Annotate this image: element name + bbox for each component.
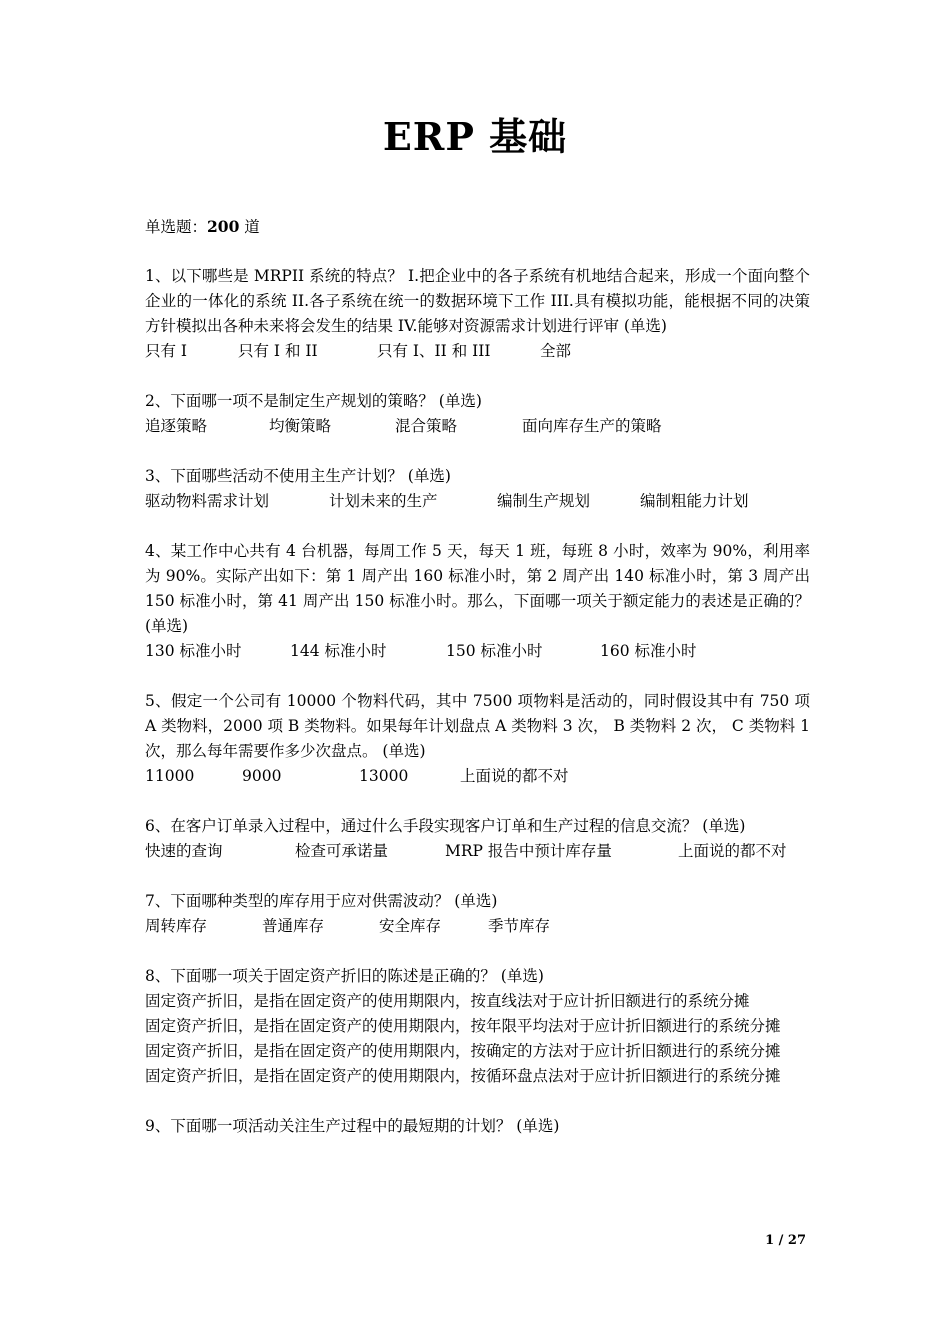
option-row: [145, 764, 810, 789]
question-1: [145, 264, 810, 364]
option-a: 快速的查询: [145, 842, 223, 860]
question-text: 7、下面哪种类型的库存用于应对供需波动？ (单选): [145, 892, 498, 910]
option-d: 全部: [540, 342, 572, 360]
option-c: 混合策略: [395, 417, 458, 435]
heading-suffix: 道: [239, 218, 260, 236]
option-d: 编制粗能力计划: [640, 492, 749, 510]
question-text: 8、下面哪一项关于固定资产折旧的陈述是正确的？ (单选): [145, 967, 544, 985]
question-text: 5、假定一个公司有 10000 个物料代码，其中 7500 项物料是活动的，同时假设其中有 750 项 A 类物料，2000 项 B 类物料。如果每年计划盘点 A 类物料 3 次， B 类物料 2 次， C 类物料 1 次，那么每年需要作多少次盘点。 (单选): [145, 692, 810, 760]
question-3: [145, 464, 810, 514]
option-a: 驱动物料需求计划: [145, 492, 270, 510]
option-c: 只有 I、II 和 III: [377, 342, 491, 360]
option-c: 固定资产折旧，是指在固定资产的使用期限内，按确定的方法对于应计折旧额进行的系统分摊: [145, 1042, 781, 1060]
option-a: 周转库存: [145, 917, 208, 935]
option-a: 固定资产折旧，是指在固定资产的使用期限内，按直线法对于应计折旧额进行的系统分摊: [145, 992, 750, 1010]
option-d: 160 标准小时: [600, 642, 697, 660]
question-text: 6、在客户订单录入过程中，通过什么手段实现客户订单和生产过程的信息交流？ (单选): [145, 817, 746, 835]
option-b: 只有 I 和 II: [238, 342, 318, 360]
question-text: 1、以下哪些是 MRPII 系统的特点？ I.把企业中的各子系统有机地结合起来，形成一个面向整个企业的一体化的系统 II.各子系统在统一的数据环境下工作 III.具有模拟功能，能根据不同的决策方针模拟出各种未来将会发生的结果 IV.能够对资源需求计划进行评审 (单选): [145, 267, 810, 335]
option-a: 只有 I: [145, 342, 188, 360]
option-d: 面向库存生产的策略: [522, 417, 662, 435]
option-row: [145, 914, 810, 939]
question-4: [145, 539, 810, 664]
question-2: [145, 389, 810, 439]
option-b: 固定资产折旧，是指在固定资产的使用期限内，按年限平均法对于应计折旧额进行的系统分摊: [145, 1017, 781, 1035]
question-text: 4、某工作中心共有 4 台机器，每周工作 5 天，每天 1 班，每班 8 小时，效率为 90%，利用率为 90%。实际产出如下：第 1 周产出 160 标准小时，第 2 周产出 140 标准小时，第 3 周产出 150 标准小时，第 41 周产出 150 标准小时。那么，下面哪一项关于额定能力的表述是正确的？ (单选): [145, 542, 810, 635]
section-heading: [145, 214, 810, 240]
option-row: [145, 339, 810, 364]
option-c: 安全库存: [379, 917, 442, 935]
option-c: 150 标准小时: [446, 642, 543, 660]
question-count: 200: [207, 217, 240, 236]
option-d: 固定资产折旧，是指在固定资产的使用期限内，按循环盘点法对于应计折旧额进行的系统分摊: [145, 1067, 781, 1085]
option-c: 编制生产规划: [497, 492, 591, 510]
heading-prefix: 单选题：: [145, 218, 208, 236]
option-b: 9000: [242, 767, 282, 785]
option-b: 普通库存: [262, 917, 325, 935]
document-title: ERP 基础: [382, 114, 568, 159]
option-d: 季节库存: [488, 917, 551, 935]
option-c: 13000: [359, 767, 409, 785]
document-body: [145, 214, 810, 1164]
option-row: [145, 639, 810, 664]
option-row: [145, 414, 810, 439]
question-7: [145, 889, 810, 939]
option-c: MRP 报告中预计库存量: [445, 842, 612, 860]
option-d: 上面说的都不对: [460, 767, 569, 785]
page-number: 1 / 27: [765, 1233, 806, 1248]
option-d: 上面说的都不对: [678, 842, 787, 860]
option-row: [145, 489, 810, 514]
option-b: 计划未来的生产: [329, 492, 438, 510]
question-text: 2、下面哪一项不是制定生产规划的策略？ (单选): [145, 392, 482, 410]
question-8: [145, 964, 810, 1089]
question-text: 3、下面哪些活动不使用主生产计划？ (单选): [145, 467, 451, 485]
option-b: 均衡策略: [269, 417, 332, 435]
option-b: 检查可承诺量: [295, 842, 389, 860]
option-row: [145, 839, 810, 864]
question-text: 9、下面哪一项活动关注生产过程中的最短期的计划？ (单选): [145, 1117, 560, 1135]
option-a: 11000: [145, 767, 195, 785]
option-a: 追逐策略: [145, 417, 208, 435]
option-b: 144 标准小时: [290, 642, 387, 660]
question-6: [145, 814, 810, 864]
question-5: [145, 689, 810, 789]
question-9: [145, 1114, 810, 1139]
option-a: 130 标准小时: [145, 642, 242, 660]
